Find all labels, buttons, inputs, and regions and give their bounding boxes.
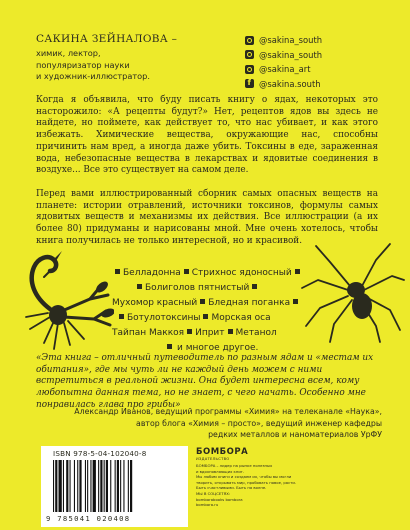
poison-list-tail: и многое другое. [177,343,259,353]
spider-illustration [296,240,408,345]
poison-list [112,266,308,356]
publisher-subtitle: ИЗДАТЕЛЬСТВО [196,457,230,461]
description-paragraph: Перед вами иллюстрированный сборник самых опасных веществ на планете: истории отравлений, источники токсинов, формулы самых ядовитых веществ и механизмы их действия. Все иллюстрации (а их более 80) придуманы и нарисованы мной. Мне очень хотелось, чтобы книга получилась не только интересной, но и красивой. [36,189,378,246]
poison-item: Метанол [235,328,277,338]
instagram-icon [245,36,254,45]
reviewer-line: редких металлов и наноматериалов УрФУ [208,430,382,439]
author-role: и художник-иллюстратор. [36,71,150,81]
review-quote: «Эта книга – отличный путеводитель по разным ядам и «местам их обитания», где мы чуть ли не каждый день можем с ними встретиться в реальной жизни. Она будет интересна всем, кому любопытна данная тема, но не знает, с чего начать. Особенно мне понравилась глава про грибы» [36,353,374,410]
social-link[interactable] [245,33,322,48]
square-bullet-icon [293,299,298,304]
reviewer-line: автор блога «Химия – просто», ведущий инженер кафедры [136,418,382,428]
poison-item: Ботулотоксины [127,313,201,323]
social-handle: @sakina.south [259,78,321,89]
publisher-logo: БОМБОРА [196,447,249,457]
facebook-icon [245,79,254,88]
poison-list-line [112,296,308,311]
author-role: химик, лектор, [36,48,101,58]
social-handle: @sakina_south [259,35,323,46]
square-bullet-icon [184,269,189,274]
poison-list-line [112,311,308,326]
square-bullet-icon [200,299,205,304]
social-links [245,33,322,91]
square-bullet-icon [295,269,300,274]
square-bullet-icon [187,329,192,334]
square-bullet-icon [167,344,172,349]
poison-item: Мухомор красный [112,298,198,308]
author-name: САКИНА ЗЕЙНАЛОВА – [36,33,178,45]
instagram-icon [245,65,254,74]
social-link[interactable] [245,77,322,92]
barcode-image [51,460,179,512]
poison-list-line [112,281,308,296]
poison-item: Бледная поганка [208,298,291,308]
square-bullet-icon [137,284,142,289]
poison-item: Морская оса [211,313,271,323]
square-bullet-icon [203,314,208,319]
publisher-info-line: bombora.ru [196,502,219,508]
publisher-info-line: творить, открывать мир, пробовать новое, расти. [196,479,297,485]
square-bullet-icon [119,314,124,319]
publisher-info-line: МЫ В СОЦСЕТЯХ: [196,490,231,496]
poison-list-line [112,266,308,281]
reviewer-attribution [2,406,382,441]
scorpion-illustration [4,247,114,359]
poison-list-line [112,326,308,341]
poison-item: Стрихнос ядоносный [191,268,292,278]
social-handle: @sakina_art [259,64,311,75]
social-handle: @sakina_south [259,49,323,60]
square-bullet-icon [115,269,120,274]
reviewer-line: Александр Иванов, ведущий программы «Химия» на телеканале «Наука», [74,407,382,416]
barcode-digits: 9 785041 020408 [46,514,131,523]
publisher-info-line: и вдохновляющих книг. [196,468,245,474]
author-block [36,33,196,83]
publisher-info-line: Мы любим книги и создаем их, чтобы вы могли [196,474,292,480]
poison-item: Тайпан Маккоя [112,328,185,338]
instagram-icon [245,50,254,59]
publisher-info-line: bomborabooks bombora [196,496,243,502]
square-bullet-icon [252,284,257,289]
poison-item: Иприт [195,328,225,338]
poison-item: Болиголов пятнистый [145,283,250,293]
intro-paragraph: Когда я объявила, что буду писать книгу о ядах, некоторых это насторожило: «А рецепты будут?» Нет, рецептов ядов вы здесь не найдете, но поймете, как действует то, что нас убивает, и как этого избежать. Химические вещества, окружающие нас, способны причинить нам вред, а иногда даже убить. Токсины в еде, зараженная вода, небезопасные вещества в лекарствах и ядовитые соединения в воздухе... Все это существует на самом деле. [36,95,378,176]
author-role: популяризатор науки [36,59,130,70]
barcode-panel [41,446,188,527]
square-bullet-icon [228,329,233,334]
social-link[interactable] [245,62,322,77]
publisher-info-line: БОМБОРА – лидер на рынке полезных [196,463,273,468]
social-link[interactable] [245,48,322,63]
publisher-info-line: Быть счастливыми. Быть на волне. [196,485,267,491]
poison-item: Белладонна [123,268,181,278]
publisher-block [196,447,406,508]
isbn-label: ISBN 978-5-04-102040-8 [53,449,147,458]
